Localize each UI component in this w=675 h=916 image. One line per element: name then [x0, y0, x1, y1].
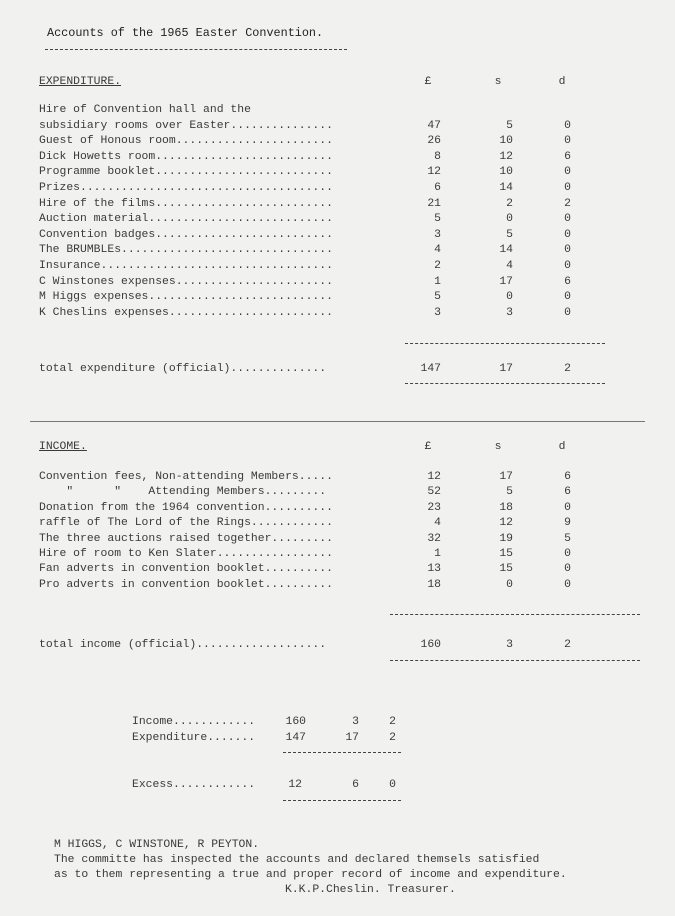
- pounds-value: 5: [434, 213, 441, 226]
- pence-value: 0: [564, 166, 571, 179]
- income-heading: INCOME.: [39, 441, 87, 453]
- shillings-value: 18: [499, 501, 513, 514]
- shillings-value: 17: [499, 471, 513, 483]
- shillings-header: s: [494, 441, 502, 453]
- pence-value: 9: [564, 517, 571, 530]
- pence-value: 0: [564, 260, 571, 272]
- pounds-value: 47: [427, 119, 441, 132]
- row-label: M Higgs expenses...........................: [39, 291, 333, 304]
- pence-value: 0: [564, 563, 571, 576]
- pounds-value: 12: [427, 471, 441, 483]
- row-label: The BRUMBLEs...............................: [39, 244, 333, 257]
- section-divider: [30, 421, 645, 422]
- pounds-value: 160: [285, 716, 306, 728]
- income-subtotal-rule: [390, 614, 640, 615]
- document-title: Accounts of the 1965 Easter Convention.: [47, 26, 324, 40]
- shillings-value: 6: [352, 779, 359, 791]
- treasurer-signature: K.K.P.Cheslin. Treasurer.: [285, 884, 456, 896]
- row-label: " " Attending Members.........: [39, 486, 327, 499]
- row-label: total income (official)...................: [39, 639, 327, 651]
- pounds-value: 4: [434, 244, 441, 257]
- row-label: Expenditure.......: [132, 731, 256, 744]
- row-label: Hire of the films..........................: [39, 197, 333, 210]
- pounds-value: 1: [434, 548, 441, 560]
- row-label: Auction material...........................: [39, 213, 333, 226]
- pence-value: 0: [564, 291, 571, 304]
- pence-value: 2: [389, 731, 396, 744]
- pence-value: 0: [564, 228, 571, 241]
- pounds-value: 32: [427, 532, 441, 545]
- pence-value: 6: [564, 471, 571, 483]
- pounds-value: 2: [434, 260, 441, 272]
- pence-header: d: [558, 76, 566, 88]
- pounds-value: 26: [427, 135, 441, 148]
- row-label: Income............: [132, 716, 256, 728]
- pounds-value: 147: [285, 731, 306, 744]
- pounds-header: £: [424, 76, 432, 88]
- pence-value: 0: [564, 501, 571, 514]
- shillings-value: 12: [499, 150, 513, 163]
- pounds-value: 12: [288, 779, 302, 791]
- pounds-value: 8: [434, 150, 441, 163]
- pence-value: 0: [564, 135, 571, 148]
- pounds-value: 3: [434, 306, 441, 319]
- shillings-value: 14: [499, 182, 513, 194]
- shillings-value: 17: [499, 275, 513, 288]
- excess-rule: [283, 800, 401, 801]
- shillings-value: 3: [506, 639, 513, 651]
- pence-value: 0: [389, 779, 396, 791]
- pence-value: 0: [564, 119, 571, 132]
- row-label: Fan adverts in convention booklet..........: [39, 563, 333, 576]
- pounds-value: 12: [427, 166, 441, 179]
- expenditure-heading: EXPENDITURE.: [39, 76, 122, 88]
- row-label: Prizes.....................................: [39, 182, 333, 194]
- row-label: Convention fees, Non-attending Members.....: [39, 471, 333, 483]
- expenditure-total-rule: [405, 383, 605, 384]
- pence-value: 2: [564, 363, 571, 375]
- summary-rule: [283, 752, 401, 753]
- shillings-value: 5: [506, 119, 513, 132]
- statement-line-2: as to them representing a true and proper record of income and expenditure.: [54, 869, 567, 881]
- row-label: Insurance..................................: [39, 260, 333, 272]
- pence-value: 0: [564, 182, 571, 194]
- shillings-value: 5: [506, 486, 513, 499]
- pounds-value: 147: [420, 363, 441, 375]
- pence-header: d: [558, 441, 566, 453]
- pounds-value: 18: [427, 578, 441, 591]
- row-label: Programme booklet..........................: [39, 166, 333, 179]
- shillings-value: 0: [506, 213, 513, 226]
- pounds-value: 1: [434, 275, 441, 288]
- row-label: Guest of Honous room.......................: [39, 135, 333, 148]
- row-label: Hire of Convention hall and the: [39, 104, 251, 116]
- shillings-value: 12: [499, 517, 513, 530]
- pence-value: 0: [564, 213, 571, 226]
- row-label: Donation from the 1964 convention..........: [39, 501, 333, 514]
- shillings-value: 10: [499, 166, 513, 179]
- shillings-value: 3: [506, 306, 513, 319]
- pounds-value: 52: [427, 486, 441, 499]
- pounds-value: 4: [434, 517, 441, 530]
- row-label: K Cheslins expenses........................: [39, 306, 333, 319]
- shillings-value: 4: [506, 260, 513, 272]
- row-label: Dick Howetts room..........................: [39, 150, 333, 163]
- row-label: C Winstones expenses.......................: [39, 275, 333, 288]
- row-label: Hire of room to Ken Slater.................: [39, 548, 333, 560]
- shillings-value: 17: [499, 363, 513, 375]
- pounds-value: 13: [427, 563, 441, 576]
- pence-value: 2: [564, 197, 571, 210]
- statement-line-1: The committe has inspected the accounts and declared themsels satisfied: [54, 854, 540, 866]
- pence-value: 2: [564, 639, 571, 651]
- pence-value: 2: [389, 716, 396, 728]
- expenditure-subtotal-rule: [405, 343, 605, 344]
- row-label: Pro adverts in convention booklet..........: [39, 578, 333, 591]
- shillings-value: 5: [506, 228, 513, 241]
- pence-value: 6: [564, 275, 571, 288]
- pounds-value: 5: [434, 291, 441, 304]
- row-label: subsidiary rooms over Easter...............: [39, 119, 333, 132]
- row-label: total expenditure (official)..............: [39, 363, 327, 375]
- shillings-value: 2: [506, 197, 513, 210]
- pence-value: 0: [564, 548, 571, 560]
- row-label: The three auctions raised together.........: [39, 532, 333, 545]
- pence-value: 6: [564, 150, 571, 163]
- pounds-value: 160: [420, 639, 441, 651]
- shillings-value: 3: [352, 716, 359, 728]
- shillings-value: 0: [506, 291, 513, 304]
- pounds-value: 21: [427, 197, 441, 210]
- shillings-value: 10: [499, 135, 513, 148]
- row-label: Convention badges..........................: [39, 228, 333, 241]
- title-underline: [45, 49, 347, 50]
- signatories: M HIGGS, C WINSTONE, R PEYTON.: [54, 839, 260, 851]
- shillings-value: 15: [499, 548, 513, 560]
- pence-value: 0: [564, 578, 571, 591]
- shillings-value: 17: [345, 731, 359, 744]
- pence-value: 6: [564, 486, 571, 499]
- shillings-header: s: [494, 76, 502, 88]
- pounds-header: £: [424, 441, 432, 453]
- shillings-value: 14: [499, 244, 513, 257]
- pounds-value: 6: [434, 182, 441, 194]
- shillings-value: 19: [499, 532, 513, 545]
- pence-value: 5: [564, 532, 571, 545]
- shillings-value: 15: [499, 563, 513, 576]
- pence-value: 0: [564, 306, 571, 319]
- row-label: Excess............: [132, 779, 256, 791]
- row-label: raffle of The Lord of the Rings............: [39, 517, 333, 530]
- income-total-rule: [390, 660, 640, 661]
- pounds-value: 3: [434, 228, 441, 241]
- pence-value: 0: [564, 244, 571, 257]
- shillings-value: 0: [506, 578, 513, 591]
- pounds-value: 23: [427, 501, 441, 514]
